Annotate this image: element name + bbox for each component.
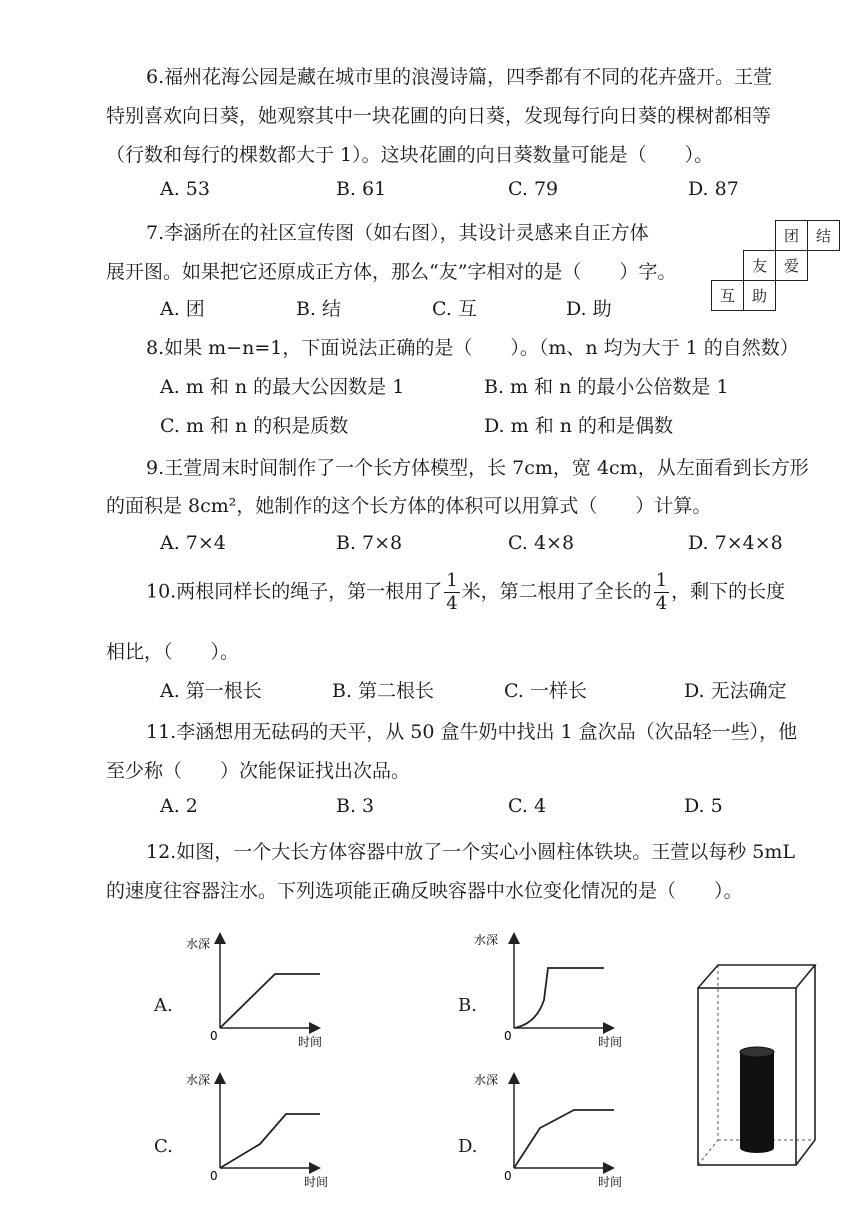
- q8-line1: 8.如果 m−n=1，下面说法正确的是（ ）。（m、n 均为大于 1 的自然数）: [146, 337, 799, 359]
- q10-text-part2: 米，第二根用了全长的: [461, 580, 652, 603]
- graph-c: [180, 1070, 360, 1190]
- q11-option-b[interactable]: B. 3: [336, 795, 375, 817]
- q9-option-b[interactable]: B. 7×8: [336, 532, 403, 554]
- q7-option-c[interactable]: C. 互: [432, 298, 477, 320]
- q7-line2: 展开图。如果把它还原成正方体，那么“友”字相对的是（ ）字。: [106, 261, 677, 283]
- q6-option-b[interactable]: B. 61: [336, 178, 387, 200]
- graph-a-ylabel: 水深: [186, 937, 211, 951]
- graph-c-xlabel: 时间: [304, 1175, 329, 1189]
- graph-b: [474, 930, 654, 1050]
- graph-d-curve: [514, 1110, 614, 1168]
- graph-d-origin: 0: [504, 1169, 512, 1183]
- graph-label-b[interactable]: B.: [458, 995, 477, 1016]
- q10-line2: 相比，（ ）。: [106, 641, 240, 663]
- q8-option-c[interactable]: C. m 和 n 的积是质数: [160, 415, 349, 437]
- q9-option-d[interactable]: D. 7×4×8: [688, 532, 783, 554]
- q9-line1: 9.王萱周末时间制作了一个长方体模型，长 7cm，宽 4cm，从左面看到长方形: [146, 457, 809, 479]
- graph-label-c[interactable]: C.: [154, 1136, 173, 1157]
- q8-option-d[interactable]: D. m 和 n 的和是偶数: [484, 415, 674, 437]
- q9-option-c[interactable]: C. 4×8: [508, 532, 575, 554]
- q7-option-a[interactable]: A. 团: [160, 298, 205, 320]
- graph-c-ylabel: 水深: [186, 1073, 211, 1087]
- graph-a-xlabel: 时间: [298, 1035, 323, 1049]
- graph-a-curve: [220, 974, 320, 1028]
- q6-option-a[interactable]: A. 53: [160, 178, 210, 200]
- q8-option-a[interactable]: A. m 和 n 的最大公因数是 1: [160, 376, 405, 398]
- q10-option-b[interactable]: B. 第二根长: [332, 680, 435, 702]
- graph-b-curve: [514, 968, 604, 1028]
- graph-d-ylabel: 水深: [474, 1073, 499, 1087]
- graph-a: [180, 930, 360, 1050]
- graph-b-xlabel: 时间: [598, 1035, 623, 1049]
- q12-line2: 的速度往容器注水。下列选项能正确反映容器中水位变化情况的是（ ）。: [106, 880, 743, 902]
- q10-text-part1: 10.两根同样长的绳子，第一根用了: [146, 580, 443, 603]
- graph-b-ylabel: 水深: [474, 933, 499, 947]
- q7-line1: 7.李涵所在的社区宣传图（如右图），其设计灵感来自正方体: [146, 222, 649, 244]
- cube-net-diagram: [705, 220, 842, 316]
- q10-fraction-2: $\frac{1}{4}$: [655, 570, 668, 614]
- q11-option-c[interactable]: C. 4: [508, 795, 547, 817]
- q10-line1: [146, 572, 785, 613]
- q11-option-a[interactable]: A. 2: [160, 795, 198, 817]
- cylinder-icon: [740, 1047, 774, 1153]
- q11-line1: 11.李涵想用无砝码的天平，从 50 盒牛奶中找出 1 盒次品（次品轻一些），他: [146, 721, 798, 743]
- graph-label-a[interactable]: A.: [154, 995, 173, 1016]
- q8-option-b[interactable]: B. m 和 n 的最小公倍数是 1: [484, 376, 729, 398]
- graph-c-curve: [220, 1114, 320, 1168]
- net-cell-ai: 爱: [775, 250, 808, 281]
- graph-c-origin: 0: [210, 1169, 218, 1183]
- graph-label-d[interactable]: D.: [458, 1136, 478, 1157]
- q6-line1: 6.福州花海公园是藏在城市里的浪漫诗篇，四季都有不同的花卉盛开。王萱: [146, 66, 773, 88]
- net-cell-you: 友: [743, 250, 776, 281]
- q6-line2: 特别喜欢向日葵，她观察其中一块花圃的向日葵，发现每行向日葵的棵树都相等: [106, 105, 772, 127]
- q7-option-d[interactable]: D. 助: [566, 298, 612, 320]
- net-cell-zhu: 助: [743, 280, 776, 311]
- q9-option-a[interactable]: A. 7×4: [160, 532, 226, 554]
- net-cell-tuan: 团: [775, 220, 808, 251]
- q10-option-a[interactable]: A. 第一根长: [160, 680, 262, 702]
- graph-d: [474, 1070, 654, 1190]
- q6-line3: （行数和每行的棵数都大于 1）。这块花圃的向日葵数量可能是（ ）。: [106, 144, 714, 166]
- q9-line2: 的面积是 8cm²，她制作的这个长方体的体积可以用算式（ ）计算。: [106, 495, 712, 517]
- q10-option-c[interactable]: C. 一样长: [504, 680, 587, 702]
- net-cell-hu: 互: [711, 280, 744, 311]
- q11-option-d[interactable]: D. 5: [684, 795, 723, 817]
- q6-option-d[interactable]: D. 87: [688, 178, 739, 200]
- q10-text-part3: ，剩下的长度: [671, 580, 786, 603]
- graph-d-xlabel: 时间: [598, 1175, 623, 1189]
- q7-option-b[interactable]: B. 结: [296, 298, 342, 320]
- q11-line2: 至少称（ ）次能保证找出次品。: [106, 760, 411, 782]
- net-cell-jie: 结: [807, 220, 840, 251]
- container-diagram: [688, 960, 828, 1180]
- q10-fraction-1: $\frac{1}{4}$: [446, 570, 458, 614]
- graph-b-origin: 0: [504, 1029, 512, 1043]
- q12-line1: 12.如图，一个大长方体容器中放了一个实心小圆柱体铁块。王萱以每秒 5mL: [146, 841, 795, 863]
- q10-option-d[interactable]: D. 无法确定: [684, 680, 787, 702]
- q6-option-c[interactable]: C. 79: [508, 178, 559, 200]
- graph-a-origin: 0: [210, 1029, 218, 1043]
